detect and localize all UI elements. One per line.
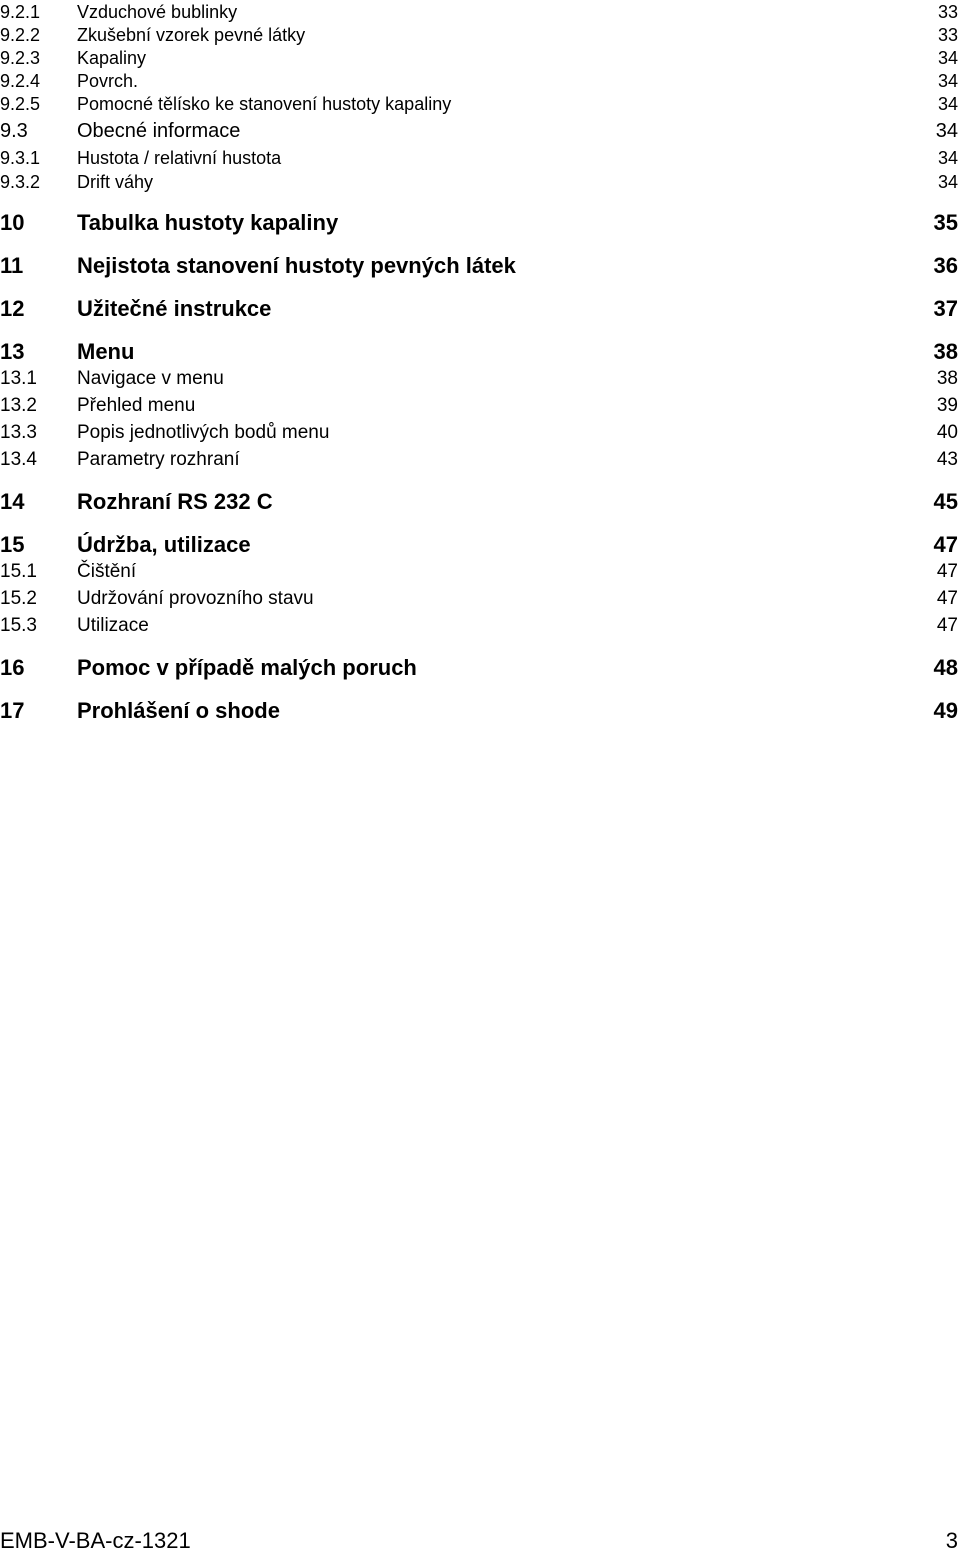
toc-entry[interactable] (0, 561, 958, 584)
toc-number: 13.4 (0, 449, 37, 470)
toc-page: 33 (937, 2, 958, 22)
toc-page: 39 (936, 395, 958, 416)
toc-page: 38 (933, 339, 958, 364)
toc-entry[interactable] (0, 71, 958, 93)
toc-title: Drift váhy (77, 172, 154, 192)
toc-number: 9.2.2 (0, 25, 41, 45)
toc-entry[interactable] (0, 120, 958, 144)
toc-page: 45 (933, 489, 958, 514)
toc-number: 17 (0, 698, 25, 723)
toc-number: 9.3 (0, 120, 28, 142)
toc-page: 48 (933, 655, 958, 680)
toc-title: Kapaliny (77, 48, 147, 68)
toc-page: 47 (933, 532, 958, 557)
toc-entry[interactable] (0, 532, 958, 560)
toc-title: Navigace v menu (77, 368, 224, 389)
toc-entry[interactable] (0, 148, 958, 170)
toc-entry[interactable] (0, 210, 958, 238)
toc-title: Popis jednotlivých bodů menu (77, 422, 330, 443)
toc-title: Nejistota stanovení hustoty pevných látek (77, 253, 516, 278)
toc-number: 15.3 (0, 615, 37, 636)
toc-title: Prohlášení o shode (77, 698, 280, 723)
toc-page: 40 (936, 422, 958, 443)
toc-title: Hustota / relativní hustota (77, 148, 282, 168)
toc-title: Utilizace (77, 615, 149, 636)
document-code: EMB-V-BA-cz-1321 (0, 1528, 191, 1553)
toc-title: Pomocné tělísko ke stanovení hustoty kapaliny (77, 94, 452, 114)
toc-entry[interactable] (0, 422, 958, 445)
toc-page: 34 (935, 120, 958, 142)
toc-title: Povrch. (77, 71, 139, 91)
toc-page: 47 (936, 588, 958, 609)
toc-page: 34 (937, 94, 958, 114)
toc-number: 9.3.2 (0, 172, 41, 192)
toc-entry[interactable] (0, 2, 958, 24)
toc-title: Vzduchové bublinky (77, 2, 238, 22)
toc-entry[interactable] (0, 588, 958, 611)
toc-page: 34 (937, 71, 958, 91)
toc-page: 38 (936, 368, 958, 389)
toc-entry[interactable] (0, 395, 958, 418)
toc-number: 9.2.4 (0, 71, 41, 91)
toc-title: Udržování provozního stavu (77, 588, 314, 609)
toc-page: 43 (936, 449, 958, 470)
toc-page: 49 (933, 698, 958, 723)
toc-entry[interactable] (0, 25, 958, 47)
toc-page: 35 (933, 210, 958, 235)
toc-number: 13.1 (0, 368, 37, 389)
toc-entry[interactable] (0, 615, 958, 638)
page-number: 3 (945, 1528, 958, 1553)
toc-number: 9.2.1 (0, 2, 41, 22)
toc-page: 34 (937, 172, 958, 192)
toc-page: 36 (933, 253, 958, 278)
toc-number: 15 (0, 532, 25, 557)
toc-entry[interactable] (0, 48, 958, 70)
toc-page: 34 (937, 48, 958, 68)
toc-number: 13.2 (0, 395, 37, 416)
toc-number: 9.2.5 (0, 94, 41, 114)
toc-entry[interactable] (0, 94, 958, 116)
toc-number: 11 (0, 253, 24, 278)
toc-title: Obecné informace (77, 120, 241, 142)
toc-title: Pomoc v případě malých poruch (77, 655, 417, 680)
toc-entry[interactable] (0, 698, 958, 726)
toc-entry[interactable] (0, 253, 958, 281)
toc-entry[interactable] (0, 339, 958, 367)
toc-entry[interactable] (0, 449, 958, 472)
toc-number: 14 (0, 489, 25, 514)
toc-number: 9.3.1 (0, 148, 41, 168)
toc-entry[interactable] (0, 296, 958, 324)
toc-title: Rozhraní RS 232 C (77, 489, 273, 514)
toc-title: Parametry rozhraní (77, 449, 240, 470)
toc-number: 13 (0, 339, 25, 364)
toc-entry[interactable] (0, 489, 958, 517)
toc-title: Údržba, utilizace (77, 532, 251, 557)
toc-number: 15.1 (0, 561, 37, 582)
toc-entry[interactable] (0, 368, 958, 391)
toc-number: 10 (0, 210, 25, 235)
toc-page: 47 (936, 615, 958, 636)
toc-number: 13.3 (0, 422, 37, 443)
toc-number: 16 (0, 655, 25, 680)
toc-page: 47 (936, 561, 958, 582)
toc-number: 12 (0, 296, 25, 321)
toc-title: Tabulka hustoty kapaliny (77, 210, 339, 235)
toc-page: 37 (933, 296, 958, 321)
toc-entry[interactable] (0, 172, 958, 194)
toc-title: Čištění (77, 561, 137, 582)
toc-number: 9.2.3 (0, 48, 41, 68)
toc-title: Užitečné instrukce (77, 296, 272, 321)
toc-page: 34 (937, 148, 958, 168)
toc-page: 33 (937, 25, 958, 45)
toc-title: Menu (77, 339, 135, 364)
toc-number: 15.2 (0, 588, 37, 609)
toc-title: Přehled menu (77, 395, 196, 416)
toc-title: Zkušební vzorek pevné látky (77, 25, 306, 45)
toc-entry[interactable] (0, 655, 958, 683)
